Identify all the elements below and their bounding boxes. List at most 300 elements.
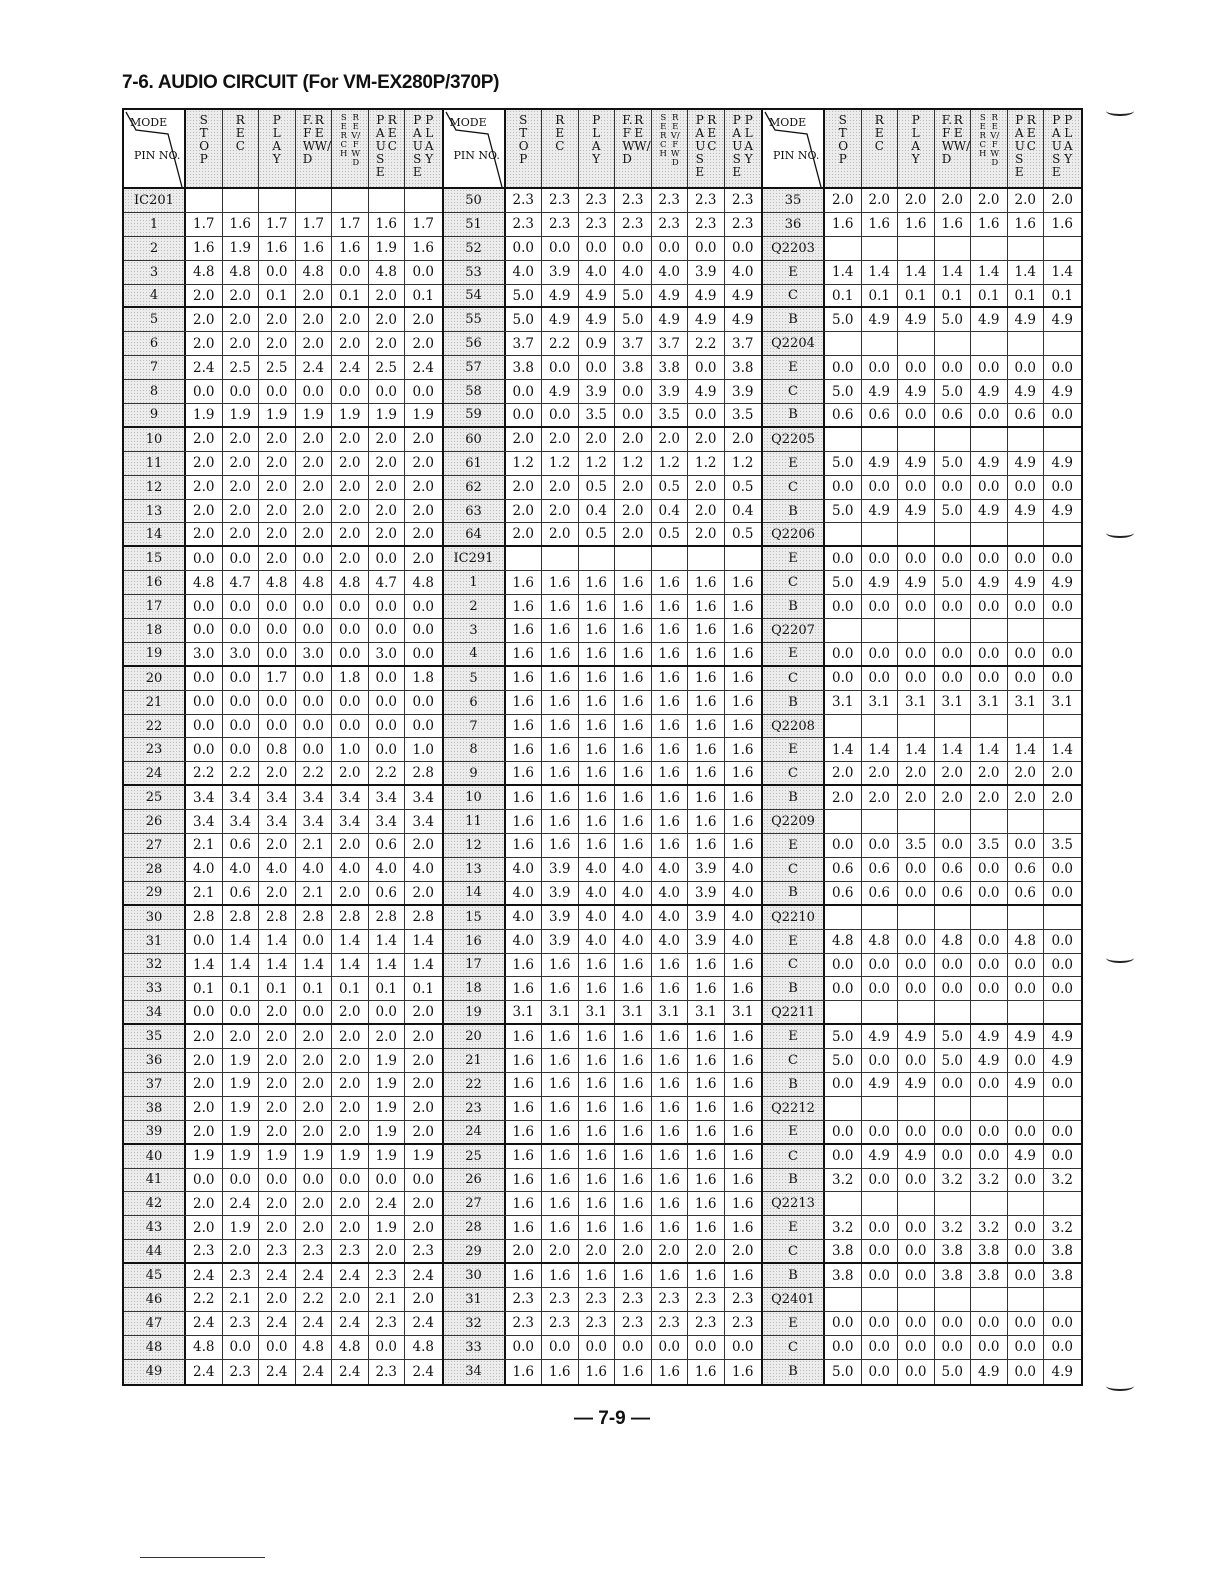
table-row xyxy=(763,1360,1081,1384)
table-row xyxy=(124,428,442,452)
table-row xyxy=(124,1216,442,1240)
voltage-cell: 3.0 xyxy=(296,643,333,665)
table-row xyxy=(124,476,442,500)
voltage-cell: 0.0 xyxy=(1051,1339,1073,1356)
voltage-cell: 0.0 xyxy=(223,1169,260,1192)
voltage-cell: 2.3 xyxy=(542,213,579,236)
voltage-cell: 2.0 xyxy=(296,1192,333,1215)
voltage-cell: 2.1 xyxy=(186,834,223,857)
voltage-cell: 2.0 xyxy=(412,884,434,901)
voltage-cell: 4.9 xyxy=(1008,1145,1045,1168)
pin-cell: 30 xyxy=(124,906,186,929)
voltage-cell: 0.6 xyxy=(862,404,899,426)
voltage-cell: 0.0 xyxy=(296,667,333,690)
voltage-cell: 1.6 xyxy=(506,595,543,618)
voltage-cell: 0.0 xyxy=(862,1360,899,1384)
pin-cell: B xyxy=(763,1264,825,1287)
voltage-cell: 1.6 xyxy=(579,762,616,784)
pin-cell: E xyxy=(763,738,825,761)
voltage-cell: 2.0 xyxy=(296,1097,333,1120)
voltage-cell: 1.6 xyxy=(506,977,543,1000)
voltage-cell: 0.0 xyxy=(542,404,579,426)
mode-header-text: STOP xyxy=(838,113,849,166)
voltage-cell: 1.4 xyxy=(862,738,899,761)
pin-cell: 60 xyxy=(444,428,506,451)
voltage-cell: 1.4 xyxy=(259,930,296,953)
mode-header-text: SERCH xyxy=(979,113,987,159)
voltage-cell: 1.9 xyxy=(223,1121,260,1143)
voltage-cell: 3.7 xyxy=(652,332,689,355)
mode-header-text: F.FWD xyxy=(622,113,635,166)
voltage-cell: 2.5 xyxy=(223,356,260,379)
margin-mark xyxy=(1106,106,1134,116)
voltage-cell: 2.3 xyxy=(186,1240,223,1262)
voltage-cell: 4.8 xyxy=(332,1336,369,1359)
voltage-cell: 1.6 xyxy=(688,738,725,761)
voltage-cell: 2.0 xyxy=(259,547,296,570)
voltage-cell xyxy=(898,906,935,929)
voltage-cell xyxy=(259,189,296,212)
voltage-cell: 0.4 xyxy=(579,500,616,523)
voltage-cell: 4.0 xyxy=(732,884,754,901)
voltage-cell: 1.6 xyxy=(579,1360,616,1384)
pin-cell: C xyxy=(763,1336,825,1359)
table-row xyxy=(763,667,1081,691)
voltage-cell: 2.0 xyxy=(259,1192,296,1215)
table-row xyxy=(124,1001,442,1025)
voltage-cell: 3.4 xyxy=(296,810,333,833)
pin-cell: 35 xyxy=(763,189,825,212)
voltage-cell: 2.8 xyxy=(296,906,333,929)
voltage-cell: 2.0 xyxy=(186,1049,223,1072)
voltage-cell: 2.0 xyxy=(412,550,434,567)
pin-cell: 14 xyxy=(444,882,506,904)
table-row xyxy=(444,356,762,380)
table-row xyxy=(763,1192,1081,1216)
voltage-cell: 1.6 xyxy=(732,837,754,854)
voltage-cell: 0.0 xyxy=(186,667,223,690)
voltage-cell: 4.9 xyxy=(1051,311,1073,328)
voltage-cell: 0.0 xyxy=(898,356,935,379)
voltage-cell: 3.4 xyxy=(223,810,260,833)
pin-cell: E xyxy=(763,261,825,284)
voltage-cell: 2.0 xyxy=(732,431,754,448)
voltage-cell: 0.0 xyxy=(898,1312,935,1335)
table-group xyxy=(763,110,1081,1384)
voltage-cell: 2.0 xyxy=(186,1216,223,1239)
pin-cell: 35 xyxy=(124,1025,186,1048)
mode-header xyxy=(223,110,260,187)
voltage-cell: 2.0 xyxy=(186,1073,223,1096)
voltage-cell: 1.6 xyxy=(615,1169,652,1192)
table-row xyxy=(444,1360,762,1384)
voltage-cell: 2.0 xyxy=(542,523,579,545)
voltage-cell: 1.6 xyxy=(542,1264,579,1287)
voltage-cell: 2.0 xyxy=(615,523,652,545)
voltage-cell: 2.3 xyxy=(652,1312,689,1335)
pin-cell: 4 xyxy=(444,643,506,665)
voltage-cell: 3.4 xyxy=(332,810,369,833)
voltage-cell xyxy=(1008,428,1045,451)
voltage-cell: 1.9 xyxy=(412,406,434,423)
voltage-cell: 0.0 xyxy=(935,1336,972,1359)
table-row xyxy=(444,261,762,285)
voltage-cell: 1.9 xyxy=(259,404,296,426)
voltage-cell: 4.9 xyxy=(898,452,935,475)
voltage-cell: 5.0 xyxy=(825,452,862,475)
voltage-cell: 1.7 xyxy=(259,213,296,236)
pin-cell: IC291 xyxy=(444,547,506,570)
table-row xyxy=(124,882,442,906)
table-row xyxy=(124,1240,442,1264)
mode-header-text: REC xyxy=(555,113,565,153)
voltage-cell: 1.6 xyxy=(732,1076,754,1093)
voltage-cell: 5.0 xyxy=(825,1025,862,1048)
voltage-cell: 0.0 xyxy=(935,356,972,379)
voltage-cell: 2.4 xyxy=(412,359,434,376)
voltage-cell: 4.7 xyxy=(369,571,406,594)
mode-header xyxy=(688,110,725,187)
table-row xyxy=(763,858,1081,882)
voltage-cell: 2.3 xyxy=(732,192,754,209)
voltage-cell: 2.0 xyxy=(862,189,899,212)
voltage-cell xyxy=(898,428,935,451)
voltage-cell: 2.0 xyxy=(296,523,333,545)
voltage-cell: 0.0 xyxy=(186,619,223,642)
voltage-cell: 1.4 xyxy=(412,933,434,950)
voltage-cell: 1.6 xyxy=(615,715,652,738)
voltage-cell: 0.0 xyxy=(223,619,260,642)
voltage-cell xyxy=(898,523,935,545)
voltage-cell: 1.6 xyxy=(615,1049,652,1072)
pin-no-label: PIN NO. xyxy=(453,149,500,162)
voltage-cell: 0.6 xyxy=(825,858,862,881)
voltage-cell: 0.0 xyxy=(862,1121,899,1143)
voltage-cell: 3.8 xyxy=(825,1240,862,1262)
table-row xyxy=(444,523,762,547)
voltage-cell: 2.3 xyxy=(542,189,579,212)
pin-cell: E xyxy=(763,1121,825,1143)
voltage-cell: 0.0 xyxy=(369,1169,406,1192)
voltage-cell: 3.2 xyxy=(1051,1171,1073,1188)
voltage-cell: 2.0 xyxy=(898,762,935,784)
voltage-cell: 2.0 xyxy=(259,1073,296,1096)
voltage-cell xyxy=(579,547,616,570)
pin-cell: Q2212 xyxy=(763,1097,825,1120)
pin-cell: 33 xyxy=(444,1336,506,1359)
table-row xyxy=(763,1336,1081,1360)
table-row xyxy=(124,1145,442,1169)
pin-cell: 43 xyxy=(124,1216,186,1239)
voltage-cell: 0.0 xyxy=(1008,954,1045,977)
pin-cell: E xyxy=(763,1025,825,1048)
voltage-cell: 2.3 xyxy=(332,1240,369,1262)
voltage-cell: 2.0 xyxy=(542,500,579,523)
table-row xyxy=(124,906,442,930)
pin-cell: B xyxy=(763,308,825,331)
voltage-cell: 3.8 xyxy=(652,356,689,379)
table-row xyxy=(444,1240,762,1264)
table-row xyxy=(444,237,762,261)
voltage-cell: 1.6 xyxy=(732,694,754,711)
voltage-cell: 2.0 xyxy=(259,1049,296,1072)
pin-cell: Q2211 xyxy=(763,1001,825,1023)
voltage-cell: 1.6 xyxy=(542,1025,579,1048)
voltage-cell: 0.0 xyxy=(369,715,406,738)
voltage-cell: 1.6 xyxy=(688,715,725,738)
voltage-cell: 1.6 xyxy=(542,834,579,857)
table-row xyxy=(444,1288,762,1312)
voltage-cell: 1.6 xyxy=(652,834,689,857)
voltage-cell: 1.9 xyxy=(369,1097,406,1120)
voltage-cell xyxy=(1008,1001,1045,1023)
table-row xyxy=(444,571,762,595)
voltage-cell: 0.0 xyxy=(971,1121,1008,1143)
voltage-cell: 0.0 xyxy=(935,1145,972,1168)
voltage-cell: 0.0 xyxy=(186,691,223,714)
voltage-cell xyxy=(615,547,652,570)
voltage-cell: 2.0 xyxy=(506,476,543,499)
voltage-cell: 0.0 xyxy=(1051,956,1073,973)
voltage-cell: 2.0 xyxy=(186,500,223,523)
voltage-cell: 0.0 xyxy=(579,237,616,260)
mode-header-text: SERCH xyxy=(659,113,667,159)
voltage-cell: 2.0 xyxy=(369,523,406,545)
voltage-cell: 1.6 xyxy=(688,1097,725,1120)
voltage-cell: 4.9 xyxy=(862,500,899,523)
table-row xyxy=(444,1264,762,1288)
pin-cell: 21 xyxy=(444,1049,506,1072)
pin-cell: 13 xyxy=(444,858,506,881)
voltage-cell: 3.4 xyxy=(369,786,406,809)
voltage-cell: 3.9 xyxy=(688,858,725,881)
table-row xyxy=(763,189,1081,213)
table-row xyxy=(763,834,1081,858)
voltage-cell: 0.6 xyxy=(862,858,899,881)
voltage-cell: 2.0 xyxy=(862,762,899,784)
voltage-cell: 0.0 xyxy=(971,954,1008,977)
voltage-cell: 4.8 xyxy=(186,261,223,284)
voltage-cell: 1.6 xyxy=(652,1216,689,1239)
mode-header-text: STOP xyxy=(518,113,529,166)
voltage-cell: 2.0 xyxy=(412,1195,434,1212)
voltage-cell: 3.4 xyxy=(412,789,434,806)
voltage-cell: 1.6 xyxy=(579,1097,616,1120)
pin-cell: 49 xyxy=(124,1360,186,1384)
voltage-cell: 1.6 xyxy=(506,691,543,714)
voltage-cell: 3.9 xyxy=(652,380,689,403)
voltage-cell: 1.6 xyxy=(732,789,754,806)
table-row xyxy=(124,1073,442,1097)
voltage-cell: 0.0 xyxy=(332,1169,369,1192)
voltage-cell: 4.9 xyxy=(1008,1025,1045,1048)
voltage-cell: 0.6 xyxy=(223,834,260,857)
voltage-cell: 2.0 xyxy=(369,1240,406,1262)
voltage-cell: 1.6 xyxy=(615,1145,652,1168)
pin-cell: C xyxy=(763,380,825,403)
voltage-cell: 0.0 xyxy=(935,667,972,690)
table-row xyxy=(763,1240,1081,1264)
table-row xyxy=(124,762,442,786)
voltage-cell: 0.0 xyxy=(1008,1312,1045,1335)
voltage-cell xyxy=(825,1097,862,1120)
mode-header xyxy=(332,110,369,187)
table-row xyxy=(124,595,442,619)
pin-cell: 32 xyxy=(124,954,186,977)
voltage-cell: 2.0 xyxy=(369,332,406,355)
table-row xyxy=(124,810,442,834)
table-row xyxy=(444,1145,762,1169)
voltage-cell: 2.0 xyxy=(186,308,223,331)
voltage-cell: 2.0 xyxy=(332,1121,369,1143)
voltage-cell: 0.0 xyxy=(898,1336,935,1359)
voltage-cell: 1.6 xyxy=(542,1097,579,1120)
voltage-cell: 3.9 xyxy=(732,383,754,400)
voltage-cell: 1.6 xyxy=(732,1148,754,1165)
mode-header-text: PAUSE xyxy=(412,113,423,179)
voltage-cell: 4.9 xyxy=(971,1049,1008,1072)
voltage-cell: 4.9 xyxy=(1051,455,1073,472)
voltage-cell: 2.0 xyxy=(369,1025,406,1048)
voltage-cell: 1.6 xyxy=(579,954,616,977)
voltage-cell: 0.0 xyxy=(688,237,725,260)
voltage-cell: 0.0 xyxy=(1008,1240,1045,1262)
voltage-cell: 4.9 xyxy=(898,380,935,403)
pin-cell: 28 xyxy=(444,1216,506,1239)
pin-cell: 4 xyxy=(124,285,186,307)
table-row xyxy=(124,691,442,715)
voltage-cell: 2.0 xyxy=(412,1291,434,1308)
voltage-cell: 2.0 xyxy=(296,332,333,355)
pin-no-label: PIN NO. xyxy=(134,149,181,162)
voltage-cell: 2.0 xyxy=(332,1216,369,1239)
voltage-cell: 2.0 xyxy=(732,1243,754,1260)
table-row xyxy=(763,1312,1081,1336)
voltage-cell: 1.0 xyxy=(412,741,434,758)
voltage-cell: 4.9 xyxy=(1008,380,1045,403)
voltage-cell: 2.0 xyxy=(186,1025,223,1048)
pin-cell: Q2213 xyxy=(763,1192,825,1215)
table-row xyxy=(763,762,1081,786)
pin-cell: C xyxy=(763,1145,825,1168)
voltage-cell: 5.0 xyxy=(935,500,972,523)
table-row xyxy=(444,380,762,404)
voltage-cell: 0.0 xyxy=(296,1169,333,1192)
voltage-cell: 1.4 xyxy=(332,954,369,977)
voltage-cell: 0.0 xyxy=(898,1360,935,1384)
table-row xyxy=(124,667,442,691)
table-row xyxy=(763,404,1081,428)
voltage-cell: 2.0 xyxy=(825,189,862,212)
voltage-cell: 2.0 xyxy=(332,1073,369,1096)
voltage-cell: 4.9 xyxy=(971,308,1008,331)
voltage-cell: 1.6 xyxy=(732,645,754,662)
mode-header-text: REC xyxy=(874,113,884,153)
voltage-cell: 2.0 xyxy=(369,500,406,523)
voltage-cell: 1.6 xyxy=(542,571,579,594)
voltage-cell: 2.0 xyxy=(506,1240,543,1262)
mode-header-text: F.FWD xyxy=(302,113,316,166)
pin-cell: B xyxy=(763,882,825,904)
voltage-cell: 3.2 xyxy=(971,1216,1008,1239)
voltage-cell: 3.7 xyxy=(506,332,543,355)
voltage-cell: 1.6 xyxy=(652,619,689,642)
voltage-cell: 1.6 xyxy=(542,595,579,618)
voltage-cell: 2.0 xyxy=(296,428,333,451)
voltage-cell: 2.0 xyxy=(186,1121,223,1143)
voltage-cell: 4.8 xyxy=(296,571,333,594)
table-row xyxy=(763,500,1081,524)
voltage-cell xyxy=(862,1288,899,1311)
voltage-cell xyxy=(688,547,725,570)
voltage-cell: 1.2 xyxy=(732,455,754,472)
table-row xyxy=(124,404,442,428)
voltage-cell: 1.2 xyxy=(579,452,616,475)
mode-label: MODE xyxy=(769,116,807,129)
voltage-cell xyxy=(1044,523,1081,545)
voltage-cell: 3.0 xyxy=(369,643,406,665)
voltage-cell: 1.6 xyxy=(542,786,579,809)
voltage-cell: 2.0 xyxy=(223,1240,260,1262)
voltage-cell: 0.0 xyxy=(369,691,406,714)
voltage-cell: 1.6 xyxy=(652,786,689,809)
voltage-cell: 5.0 xyxy=(825,500,862,523)
voltage-cell: 0.0 xyxy=(935,643,972,665)
voltage-cell: 0.0 xyxy=(1051,1315,1073,1332)
voltage-cell: 2.1 xyxy=(369,1288,406,1311)
voltage-cell: 1.9 xyxy=(412,1148,434,1165)
voltage-cell: 0.1 xyxy=(971,285,1008,307)
voltage-cell: 1.6 xyxy=(186,237,223,260)
table-row xyxy=(124,571,442,595)
voltage-cell xyxy=(1008,523,1045,545)
pin-cell: 47 xyxy=(124,1312,186,1335)
voltage-cell: 0.0 xyxy=(971,1312,1008,1335)
table-row xyxy=(124,738,442,762)
voltage-cell: 5.0 xyxy=(825,571,862,594)
voltage-cell: 0.0 xyxy=(862,1169,899,1192)
voltage-cell: 1.7 xyxy=(259,667,296,690)
voltage-cell: 1.6 xyxy=(732,1052,754,1069)
mode-header-text: SERCH xyxy=(340,113,348,159)
voltage-cell: 0.6 xyxy=(935,404,972,426)
pin-cell: 44 xyxy=(124,1240,186,1262)
voltage-cell: 0.0 xyxy=(296,715,333,738)
pin-cell: 22 xyxy=(444,1073,506,1096)
mode-pin-corner xyxy=(124,110,186,187)
voltage-cell: 0.0 xyxy=(1008,1121,1045,1143)
table-row xyxy=(124,213,442,237)
voltage-cell: 0.0 xyxy=(186,595,223,618)
table-row xyxy=(444,1336,762,1360)
voltage-cell: 4.8 xyxy=(223,261,260,284)
voltage-cell: 4.0 xyxy=(186,858,223,881)
voltage-cell: 1.9 xyxy=(259,1145,296,1168)
voltage-cell: 1.6 xyxy=(506,1025,543,1048)
voltage-cell: 1.6 xyxy=(652,1264,689,1287)
voltage-cell: 1.6 xyxy=(652,1169,689,1192)
voltage-cell: 1.6 xyxy=(223,213,260,236)
pin-cell: 23 xyxy=(444,1097,506,1120)
voltage-cell: 0.0 xyxy=(579,1336,616,1359)
voltage-cell: 4.9 xyxy=(971,1360,1008,1384)
voltage-cell: 2.0 xyxy=(259,523,296,545)
pin-cell: E xyxy=(763,834,825,857)
voltage-cell: 3.4 xyxy=(186,810,223,833)
voltage-cell: 2.0 xyxy=(412,455,434,472)
voltage-cell: 3.0 xyxy=(223,643,260,665)
voltage-cell xyxy=(1008,1192,1045,1215)
